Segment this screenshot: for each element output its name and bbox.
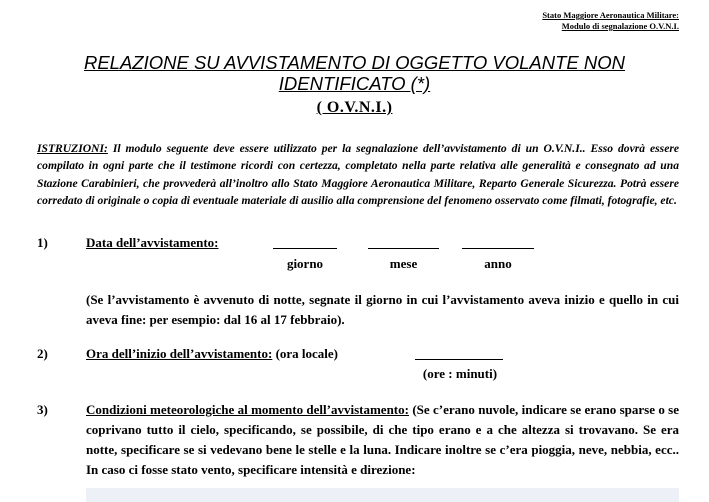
instructions-text: Il modulo seguente deve essere utilizzato per la segnalazione dell’avvistamento di un O.V.N.I.. Esso dovrà essere compilato in ogni parte che il testimone ricordi con certezza, completato nella parte relativa alle generalità e consegnato ad una Stazione Carabinieri, che provvederà all’inoltro allo Stato Maggiore Aeronautica Militare, Reparto Generale Sicurezza. Potrà essere corredato di originale o copia di eventuale materiale di ausilio alla comprensione del fenomeno osservato come filmati, fotografie, etc. xyxy=(37,142,679,207)
q3-question xyxy=(86,400,679,480)
form-header xyxy=(542,10,679,32)
q1-month-field[interactable] xyxy=(368,236,439,249)
q2-question xyxy=(86,346,338,362)
q1-number: 1) xyxy=(37,235,48,250)
q3-label: Condizioni meteorologiche al momento dell’avvistamento: xyxy=(86,402,409,417)
instructions-paragraph xyxy=(37,140,679,209)
q2-unit-label: (ore : minuti) xyxy=(422,366,498,381)
instructions-label: ISTRUZIONI: xyxy=(37,142,108,155)
header-line-2: Modulo di segnalazione O.V.N.I. xyxy=(561,21,679,31)
q2-label: Ora dell’inizio dell’avvistamento: xyxy=(86,346,273,361)
document-subtitle: ( O.V.N.I.) xyxy=(316,99,393,116)
q2-time-field[interactable] xyxy=(415,347,503,360)
q1-month-label: mese xyxy=(389,256,418,271)
q3-text: (Se c’erano nuvole, indicare se erano sparse o se coprivano tutto il cielo, specificando, se possibile, di che tipo erano e a che altezza si trovavano. Se era notte, specificare se si vedevano bene le stelle e la luna. Indicare inoltre se c’era pioggia, neve, nebbia, ecc.. In caso ci fosse stato vento, specificare intensità e direzione: xyxy=(86,402,679,477)
q1-label: Data dell’avvistamento: xyxy=(86,235,219,250)
q1-day-field[interactable] xyxy=(273,236,337,249)
document-title: RELAZIONE SU AVVISTAMENTO DI OGGETTO VOLANTE NON IDENTIFICATO (*) xyxy=(83,52,626,94)
q1-year-field[interactable] xyxy=(462,236,534,249)
q1-note: (Se l’avvistamento è avvenuto di notte, segnate il giorno in cui l’avvistamento aveva inizio e quello in cui aveva fine: per esempio: dal 16 al 17 febbraio). xyxy=(86,292,679,327)
q1-day-label: giorno xyxy=(286,256,324,271)
header-line-1: Stato Maggiore Aeronautica Militare: xyxy=(542,10,679,20)
q2-extra: (ora locale) xyxy=(272,346,339,361)
q1-year-label: anno xyxy=(484,256,512,271)
q2-number: 2) xyxy=(37,346,48,361)
q3-number: 3) xyxy=(37,402,48,417)
